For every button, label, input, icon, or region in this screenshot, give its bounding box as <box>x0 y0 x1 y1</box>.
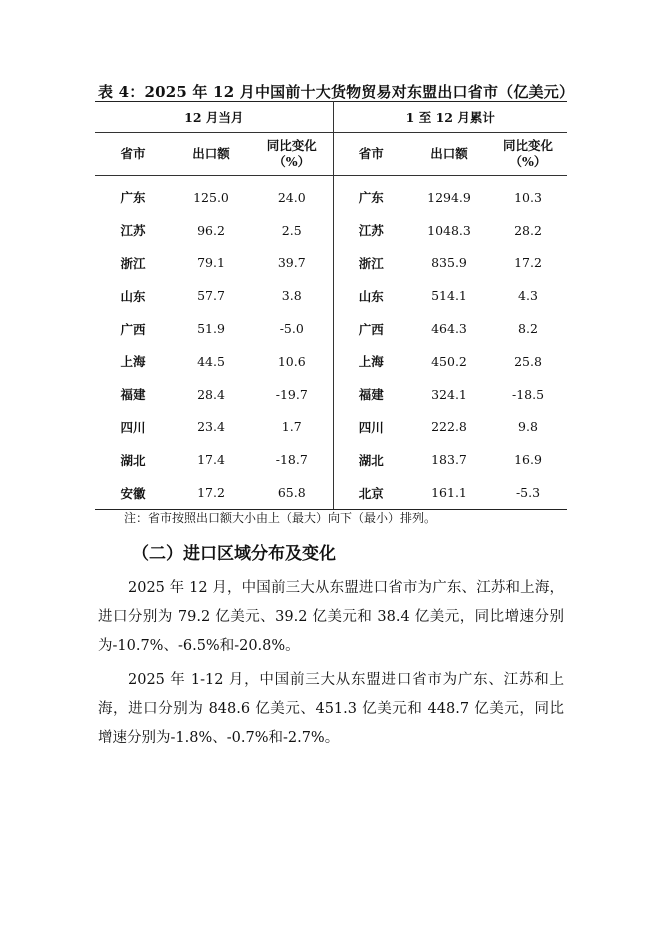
province-cell: 安徽 <box>95 476 171 510</box>
province-cell: 江苏 <box>120 223 146 239</box>
paragraph-monthly-imports: 2025 年 12 月，中国前三大从东盟进口省市为广东、江苏和上海，进口分别为 79.2 亿美元、39.2 亿美元和 38.4 亿美元，同比增速分别为-10.7%、-6.5%和-20.8%。 <box>98 580 564 654</box>
table-row <box>95 214 567 247</box>
col-header-change-line2: （%） <box>273 154 311 169</box>
table-title: 表 4：2025 年 12 月中国前十大货物贸易对东盟出口省市（亿美元） <box>98 83 575 101</box>
export-cell: 161.1 <box>409 476 489 510</box>
province-cell: 浙江 <box>358 255 384 271</box>
col-header-province: 省市 <box>95 133 171 176</box>
province-cell: 北京 <box>333 476 409 510</box>
province-cell: 四川 <box>120 419 146 435</box>
province-cell: 江苏 <box>358 223 384 239</box>
change-cell: 28.2 <box>514 222 542 238</box>
change-cell: -5.0 <box>251 312 333 345</box>
change-cell: -18.5 <box>511 386 545 402</box>
change-cell: -5.3 <box>489 476 567 510</box>
export-cell: 51.9 <box>197 321 225 337</box>
change-cell: 2.5 <box>251 214 333 247</box>
change-cell: 24.0 <box>251 181 333 214</box>
export-cell: 464.3 <box>431 321 467 337</box>
province-cell: 湖北 <box>358 452 384 468</box>
export-cell: 514.1 <box>431 288 467 304</box>
change-cell: -18.7 <box>251 443 333 476</box>
province-cell: 广东 <box>358 190 384 206</box>
change-cell: 25.8 <box>514 353 542 369</box>
province-cell: 浙江 <box>120 255 146 271</box>
province-cell: 上海 <box>120 354 146 370</box>
col-header-change-cumulative-line2: （%） <box>509 154 547 169</box>
province-cell: 福建 <box>358 387 384 403</box>
province-cell: 上海 <box>358 354 384 370</box>
change-cell: 16.9 <box>514 452 542 468</box>
province-cell: 广东 <box>120 190 146 206</box>
paragraph-annual-imports: 2025 年 1-12 月，中国前三大从东盟进口省市为广东、江苏和上海，进口分别为 848.6 亿美元、451.3 亿美元和 448.7 亿美元，同比增速分别为-1.8%、-0.7%和-2.7%。 <box>98 672 564 746</box>
col-header-change <box>251 133 333 176</box>
export-cell: 1048.3 <box>427 222 471 238</box>
export-cell: 450.2 <box>431 353 467 369</box>
export-cell: 23.4 <box>197 419 225 435</box>
table-row <box>95 378 567 411</box>
province-cell: 四川 <box>358 419 384 435</box>
export-table <box>95 101 567 510</box>
change-cell: 17.2 <box>514 255 542 271</box>
table-row <box>95 247 567 280</box>
export-cell: 835.9 <box>431 255 467 271</box>
export-cell: 96.2 <box>197 222 225 238</box>
col-header-change-cumulative-line1: 同比变化 <box>502 138 553 153</box>
table-row <box>95 279 567 312</box>
table-row <box>95 443 567 476</box>
change-cell: -19.7 <box>251 378 333 411</box>
province-cell: 山东 <box>358 288 384 304</box>
table-row <box>95 345 567 378</box>
province-cell: 广西 <box>120 321 146 337</box>
export-cell: 17.4 <box>197 452 225 468</box>
export-cell: 79.1 <box>197 255 225 271</box>
table-note: 注：省市按照出口额大小由上（最大）向下（最小）排列。 <box>124 511 437 525</box>
table-row <box>95 476 567 510</box>
export-cell: 324.1 <box>431 386 467 402</box>
col-header-change-cumulative <box>489 133 567 176</box>
export-cell: 222.8 <box>431 419 467 435</box>
col-header-province-cumulative: 省市 <box>333 133 409 176</box>
export-cell: 44.5 <box>197 353 225 369</box>
change-cell: 39.7 <box>251 247 333 280</box>
province-cell: 山东 <box>120 288 146 304</box>
change-cell: 3.8 <box>251 279 333 312</box>
group-header-monthly: 12 月当月 <box>95 102 333 133</box>
export-cell: 1294.9 <box>427 189 471 205</box>
change-cell: 9.8 <box>518 419 538 435</box>
export-cell: 57.7 <box>197 288 225 304</box>
col-header-change-line1: 同比变化 <box>266 138 317 153</box>
province-cell: 福建 <box>120 387 146 403</box>
change-cell: 1.7 <box>251 411 333 444</box>
export-cell: 17.2 <box>171 476 251 510</box>
group-header-cumulative: 1 至 12 月累计 <box>333 102 567 133</box>
table-row <box>95 312 567 345</box>
table-row <box>95 411 567 444</box>
change-cell: 4.3 <box>518 288 538 304</box>
table-row <box>95 181 567 214</box>
export-cell: 125.0 <box>193 189 229 205</box>
col-header-export-cumulative: 出口额 <box>409 133 489 176</box>
province-cell: 广西 <box>358 321 384 337</box>
export-cell: 183.7 <box>431 452 467 468</box>
section-heading: （二）进口区域分布及变化 <box>132 544 336 564</box>
export-cell: 28.4 <box>197 386 225 402</box>
col-header-export: 出口额 <box>171 133 251 176</box>
change-cell: 65.8 <box>251 476 333 510</box>
change-cell: 8.2 <box>518 321 538 337</box>
change-cell: 10.3 <box>514 189 542 205</box>
province-cell: 湖北 <box>120 452 146 468</box>
change-cell: 10.6 <box>251 345 333 378</box>
